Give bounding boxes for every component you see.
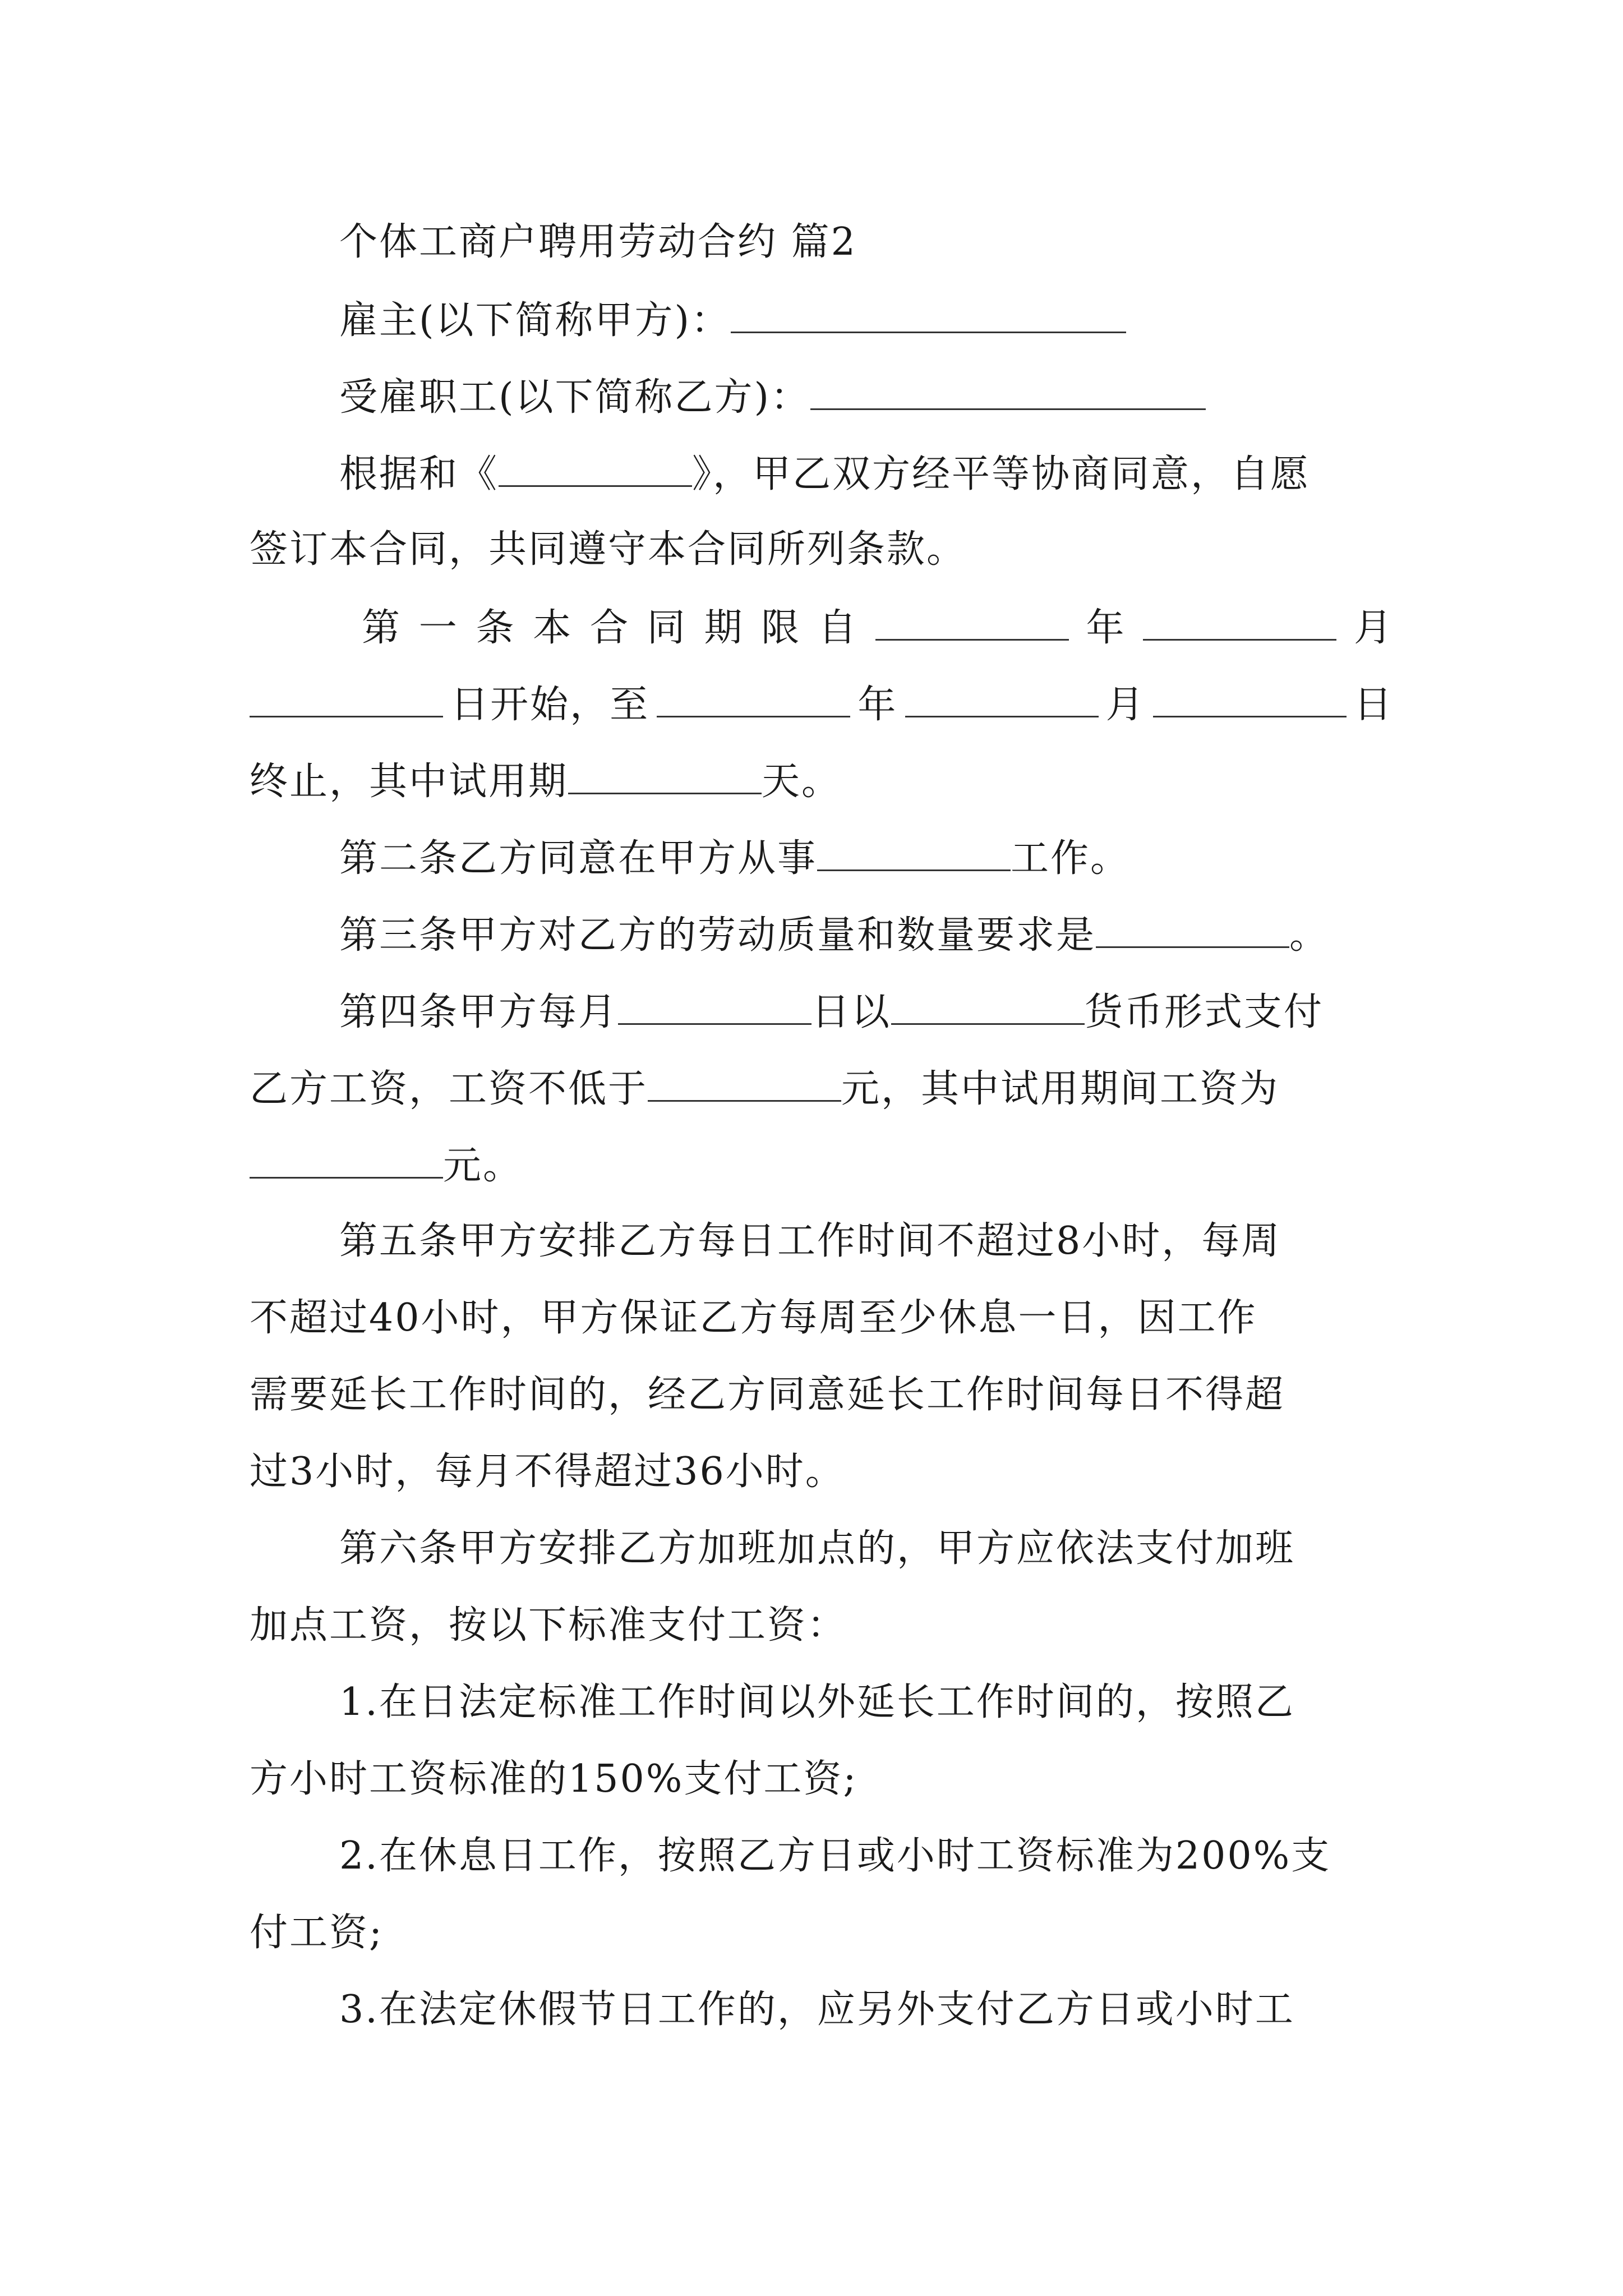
article-1-char: 第 bbox=[362, 606, 402, 650]
month-label: 月 bbox=[1353, 606, 1394, 650]
law-name-blank[interactable] bbox=[499, 454, 692, 487]
article-1-char: 限 bbox=[761, 606, 801, 650]
employee-label: 受雇职工(以下简称乙方)： bbox=[339, 375, 811, 420]
article-1-line-3 bbox=[250, 760, 1394, 804]
article-2-text: 第二条乙方同意在甲方从事 bbox=[339, 836, 818, 881]
article-1-text: 天。 bbox=[762, 760, 842, 804]
employee-line bbox=[339, 375, 1394, 420]
intro-line-2: 签订本合同，共同遵守本合同所列条款。 bbox=[250, 527, 967, 572]
intro-text: 根据和《 bbox=[339, 452, 499, 496]
article-4-text: 第四条甲方每月 bbox=[339, 990, 619, 1034]
item-2-line-1: 2.在休息日工作，按照乙方日或小时工资标准为200%支 bbox=[339, 1834, 1331, 1878]
article-4-text: 元。 bbox=[443, 1144, 523, 1188]
article-6-line-2: 加点工资，按以下标准支付工资： bbox=[250, 1603, 847, 1648]
article-1-char: 本 bbox=[533, 606, 573, 650]
article-1-line-1 bbox=[362, 606, 1394, 650]
article-2 bbox=[339, 836, 1394, 881]
month-label: 月 bbox=[1105, 683, 1146, 727]
article-1-char: 合 bbox=[590, 606, 630, 650]
year-label: 年 bbox=[857, 683, 898, 727]
article-4-text: 元，其中试用期间工资为 bbox=[841, 1067, 1280, 1111]
article-4-text: 日以 bbox=[811, 990, 892, 1034]
document-title: 个体工商户聘用劳动合约 篇2 bbox=[339, 220, 857, 264]
article-1-char: 期 bbox=[704, 606, 744, 650]
start-label: 日开始，至 bbox=[450, 683, 650, 727]
article-1-char: 一 bbox=[418, 606, 459, 650]
article-5-line-3: 需要延长工作时间的，经乙方同意延长工作时间每日不得超 bbox=[250, 1373, 1285, 1417]
article-4-text: 货币形式支付 bbox=[1085, 990, 1324, 1034]
article-6-line-1: 第六条甲方安排乙方加班加点的，甲方应依法支付加班 bbox=[339, 1526, 1295, 1571]
probation-wage-blank[interactable] bbox=[250, 1145, 443, 1179]
min-wage-blank[interactable] bbox=[648, 1069, 841, 1102]
end-year-blank[interactable] bbox=[657, 684, 850, 717]
probation-days-blank[interactable] bbox=[568, 761, 762, 794]
item-1-line-2: 方小时工资标准的150%支付工资; bbox=[250, 1757, 858, 1801]
start-year-blank[interactable] bbox=[875, 608, 1069, 641]
pay-day-blank[interactable] bbox=[618, 992, 811, 1025]
employer-label: 雇主(以下简称甲方)： bbox=[339, 298, 731, 343]
start-month-blank[interactable] bbox=[1143, 608, 1336, 641]
article-3-text: 。 bbox=[1289, 913, 1330, 958]
intro-line-1 bbox=[339, 454, 1394, 494]
article-1-char: 同 bbox=[647, 606, 687, 650]
item-1-line-1: 1.在日法定标准工作时间以外延长工作时间的，按照乙 bbox=[339, 1680, 1295, 1724]
article-2-text: 工作。 bbox=[1011, 836, 1131, 881]
currency-blank[interactable] bbox=[891, 992, 1085, 1025]
end-day-blank[interactable] bbox=[1153, 684, 1347, 717]
year-label: 年 bbox=[1086, 606, 1126, 650]
quality-requirement-blank[interactable] bbox=[1096, 915, 1289, 948]
employer-line bbox=[339, 298, 1394, 343]
article-4-text: 乙方工资，工资不低于 bbox=[250, 1067, 648, 1111]
article-4-line-1 bbox=[339, 992, 1394, 1032]
article-4-line-3 bbox=[250, 1144, 1394, 1188]
employer-blank[interactable] bbox=[731, 300, 1126, 333]
item-3-line-1: 3.在法定休假节日工作的，应另外支付乙方日或小时工 bbox=[339, 1987, 1295, 2032]
article-1-text: 终止，其中试用期 bbox=[250, 760, 569, 804]
article-1-line-2 bbox=[250, 683, 1394, 727]
article-5-line-2: 不超过40小时，甲方保证乙方每周至少休息一日，因工作 bbox=[250, 1296, 1257, 1340]
article-3 bbox=[339, 913, 1422, 958]
job-blank[interactable] bbox=[817, 838, 1011, 871]
start-day-blank[interactable] bbox=[250, 684, 443, 717]
article-5-line-4: 过3小时，每月不得超过36小时。 bbox=[250, 1450, 845, 1494]
article-4-line-2 bbox=[250, 1067, 1394, 1111]
article-3-text: 第三条甲方对乙方的劳动质量和数量要求是 bbox=[339, 913, 1096, 958]
item-2-line-2: 付工资; bbox=[250, 1911, 384, 1955]
employee-blank[interactable] bbox=[810, 377, 1206, 410]
day-label: 日 bbox=[1353, 683, 1394, 727]
article-1-char: 自 bbox=[818, 606, 859, 650]
article-1-char: 条 bbox=[476, 606, 516, 650]
article-5-line-1: 第五条甲方安排乙方每日工作时间不超过8小时，每周 bbox=[339, 1219, 1281, 1263]
intro-text: 》，甲乙双方经平等协商同意，自愿 bbox=[692, 452, 1311, 496]
end-month-blank[interactable] bbox=[905, 684, 1099, 717]
